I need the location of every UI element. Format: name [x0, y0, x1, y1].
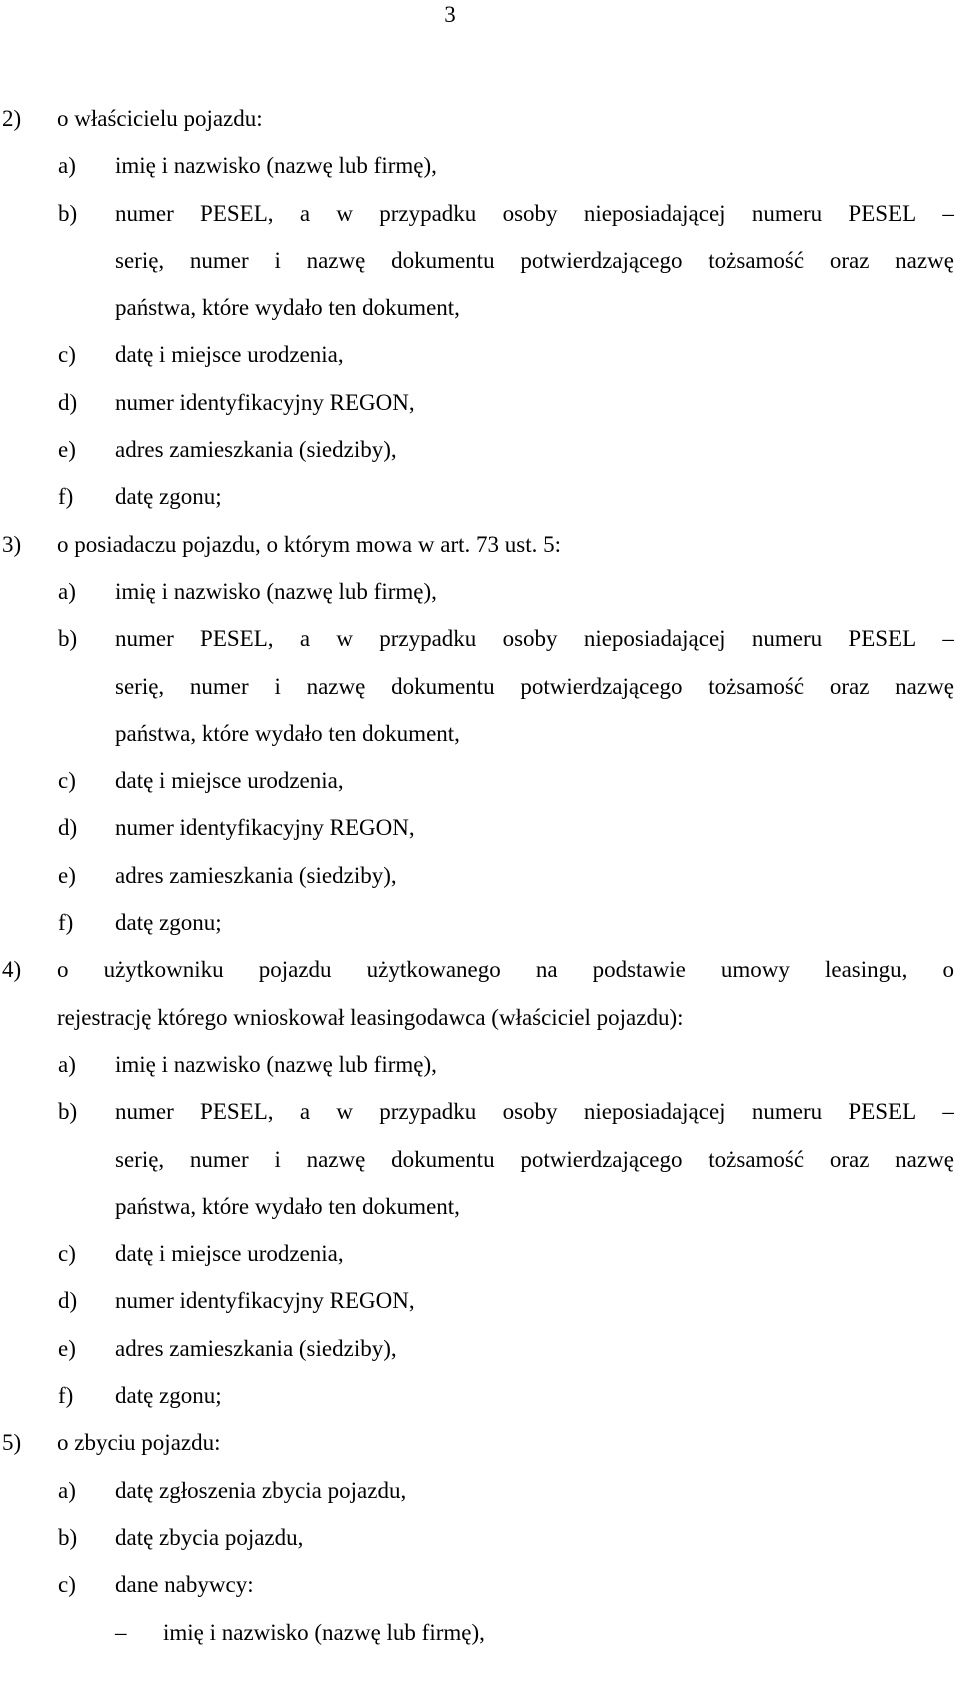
section-number: 5) [2, 1430, 22, 1456]
list-item-c [0, 1230, 960, 1277]
document-body [0, 95, 960, 1656]
section-title: o właścicielu pojazdu: [57, 106, 263, 131]
item-text: datę i miejsce urodzenia, [115, 342, 344, 368]
item-letter: c) [58, 1241, 76, 1267]
item-text: datę zgonu; [115, 910, 222, 936]
word: nazwę [306, 673, 366, 699]
justified-line [115, 1088, 954, 1135]
list-item-b-continuation [0, 284, 960, 331]
item-text: państwa, które wydało ten dokument, [115, 720, 460, 746]
list-item-a [0, 1041, 960, 1088]
item-text: datę zgonu; [115, 1383, 222, 1409]
item-letter: c) [58, 1572, 76, 1598]
list-item-f [0, 1372, 960, 1419]
section-number: 4) [2, 957, 22, 983]
word: o [57, 957, 69, 983]
word: numeru [751, 626, 823, 652]
word: PESEL, [200, 626, 274, 652]
word: a [299, 200, 311, 226]
section-title: o zbyciu pojazdu: [57, 1430, 221, 1456]
word: przypadku [379, 626, 477, 652]
word: o [942, 957, 954, 983]
justified-line [57, 946, 954, 993]
item-letter: e) [58, 437, 76, 463]
word: pojazdu [258, 957, 332, 983]
word: leasingu, [824, 957, 908, 983]
word: nazwę [895, 247, 954, 273]
word: przypadku [379, 1099, 477, 1125]
word: oraz [829, 247, 870, 273]
word: w [336, 200, 353, 226]
list-item-e [0, 1325, 960, 1372]
item-letter: f) [58, 910, 74, 936]
item-letter: d) [58, 1288, 78, 1314]
list-item-c [0, 331, 960, 378]
section-title: rejestrację którego wnioskował leasingodawca (właściciel pojazdu): [57, 1004, 684, 1030]
list-item-b-continuation [0, 710, 960, 757]
item-letter: c) [58, 768, 76, 794]
item-text: adres zamieszkania (siedziby), [115, 1335, 397, 1361]
justified-line [115, 663, 954, 710]
item-letter: e) [58, 1335, 76, 1361]
item-letter: f) [58, 1383, 74, 1409]
list-item-d [0, 1277, 960, 1324]
word: numeru [751, 200, 823, 226]
word: PESEL [848, 200, 917, 226]
word: osoby [502, 1099, 558, 1125]
word: numer [189, 673, 249, 699]
item-text: datę zgonu; [115, 484, 222, 510]
word: użytkowanego [366, 957, 501, 983]
word: na [535, 957, 558, 983]
list-item-b [0, 615, 960, 662]
list-item-e [0, 852, 960, 899]
word: a [299, 1099, 311, 1125]
page-number: 3 [444, 2, 456, 27]
section-number: 2) [2, 106, 22, 131]
item-letter: d) [58, 389, 78, 415]
list-item-a [0, 142, 960, 189]
word: – [942, 626, 954, 652]
list-item-f [0, 899, 960, 946]
item-letter: a) [58, 1477, 76, 1503]
list-item-b-continuation [0, 237, 960, 284]
item-letter: e) [58, 862, 76, 888]
word: dokumentu [391, 673, 495, 699]
list-item-d [0, 804, 960, 851]
word: i [274, 673, 281, 699]
word: nazwę [306, 1146, 366, 1172]
item-letter: a) [58, 153, 76, 179]
word: numer [115, 626, 174, 652]
item-letter: d) [58, 815, 78, 841]
word: numer [115, 200, 174, 226]
word: w [336, 626, 353, 652]
word: dokumentu [391, 247, 495, 273]
word: oraz [829, 673, 870, 699]
item-text: numer identyfikacyjny REGON, [115, 1288, 415, 1314]
word: tożsamość [708, 673, 805, 699]
dash-bullet: – [115, 1619, 127, 1645]
word: numeru [751, 1099, 823, 1125]
word: oraz [829, 1146, 870, 1172]
section-2-heading [0, 95, 960, 142]
list-item-a [0, 568, 960, 615]
section-title: o posiadaczu pojazdu, o którym mowa w art. 73 ust. 5: [57, 531, 561, 557]
dash-list-item [0, 1609, 960, 1656]
word: użytkowniku [103, 957, 224, 983]
word: tożsamość [708, 247, 805, 273]
item-text: datę zbycia pojazdu, [115, 1524, 304, 1550]
word: potwierdzającego [520, 1146, 683, 1172]
word: i [274, 1146, 281, 1172]
word: PESEL [848, 626, 917, 652]
section-3-heading [0, 521, 960, 568]
list-item-b [0, 1514, 960, 1561]
item-letter: b) [58, 1099, 78, 1125]
word: podstawie [592, 957, 686, 983]
item-letter: b) [58, 1524, 78, 1550]
list-item-b [0, 190, 960, 237]
list-item-f [0, 473, 960, 520]
word: serię, [115, 1146, 165, 1172]
item-letter: a) [58, 1051, 76, 1077]
item-text: datę i miejsce urodzenia, [115, 1241, 344, 1267]
list-item-b [0, 1088, 960, 1135]
item-text: adres zamieszkania (siedziby), [115, 437, 397, 463]
list-item-d [0, 379, 960, 426]
item-letter: c) [58, 342, 76, 368]
word: potwierdzającego [520, 673, 683, 699]
item-text: imię i nazwisko (nazwę lub firmę), [163, 1619, 485, 1645]
word: osoby [502, 200, 558, 226]
word: osoby [502, 626, 558, 652]
word: serię, [115, 247, 165, 273]
list-item-c [0, 757, 960, 804]
word: nazwę [306, 247, 366, 273]
list-item-b-continuation [0, 1136, 960, 1183]
word: nieposiadającej [583, 626, 726, 652]
item-text: państwa, które wydało ten dokument, [115, 1193, 460, 1219]
item-text: imię i nazwisko (nazwę lub firmę), [115, 1051, 437, 1077]
word: umowy [720, 957, 790, 983]
item-letter: b) [58, 200, 78, 226]
list-item-e [0, 426, 960, 473]
word: – [942, 1099, 954, 1125]
word: potwierdzającego [520, 247, 683, 273]
word: i [274, 247, 281, 273]
item-text: numer identyfikacyjny REGON, [115, 815, 415, 841]
section-4-heading [0, 946, 960, 993]
word: numer [189, 1146, 249, 1172]
item-letter: b) [58, 626, 78, 652]
word: nazwę [895, 1146, 954, 1172]
word: PESEL, [200, 200, 274, 226]
list-item-b-continuation [0, 1183, 960, 1230]
word: w [336, 1099, 353, 1125]
word: numer [189, 247, 249, 273]
word: przypadku [379, 200, 477, 226]
item-letter: f) [58, 484, 74, 510]
word: nieposiadającej [583, 1099, 726, 1125]
word: dokumentu [391, 1146, 495, 1172]
section-5-heading [0, 1419, 960, 1466]
justified-line [115, 1136, 954, 1183]
justified-line [115, 190, 954, 237]
word: – [942, 200, 954, 226]
section-4-heading-continuation [0, 994, 960, 1041]
item-text: imię i nazwisko (nazwę lub firmę), [115, 578, 437, 604]
list-item-a [0, 1467, 960, 1514]
item-text: numer identyfikacyjny REGON, [115, 389, 415, 415]
word: tożsamość [708, 1146, 805, 1172]
item-text: adres zamieszkania (siedziby), [115, 862, 397, 888]
word: PESEL, [200, 1099, 274, 1125]
item-text: datę zgłoszenia zbycia pojazdu, [115, 1477, 407, 1503]
item-text: państwa, które wydało ten dokument, [115, 295, 460, 321]
justified-line [115, 615, 954, 662]
section-number: 3) [2, 531, 22, 557]
word: nazwę [895, 673, 954, 699]
word: serię, [115, 673, 165, 699]
list-item-c [0, 1561, 960, 1608]
word: nieposiadającej [583, 200, 726, 226]
list-item-b-continuation [0, 663, 960, 710]
item-letter: a) [58, 578, 76, 604]
word: a [299, 626, 311, 652]
word: PESEL [848, 1099, 917, 1125]
item-text: dane nabywcy: [115, 1572, 254, 1598]
justified-line [115, 237, 954, 284]
item-text: datę i miejsce urodzenia, [115, 768, 344, 794]
item-text: imię i nazwisko (nazwę lub firmę), [115, 153, 437, 179]
word: numer [115, 1099, 174, 1125]
